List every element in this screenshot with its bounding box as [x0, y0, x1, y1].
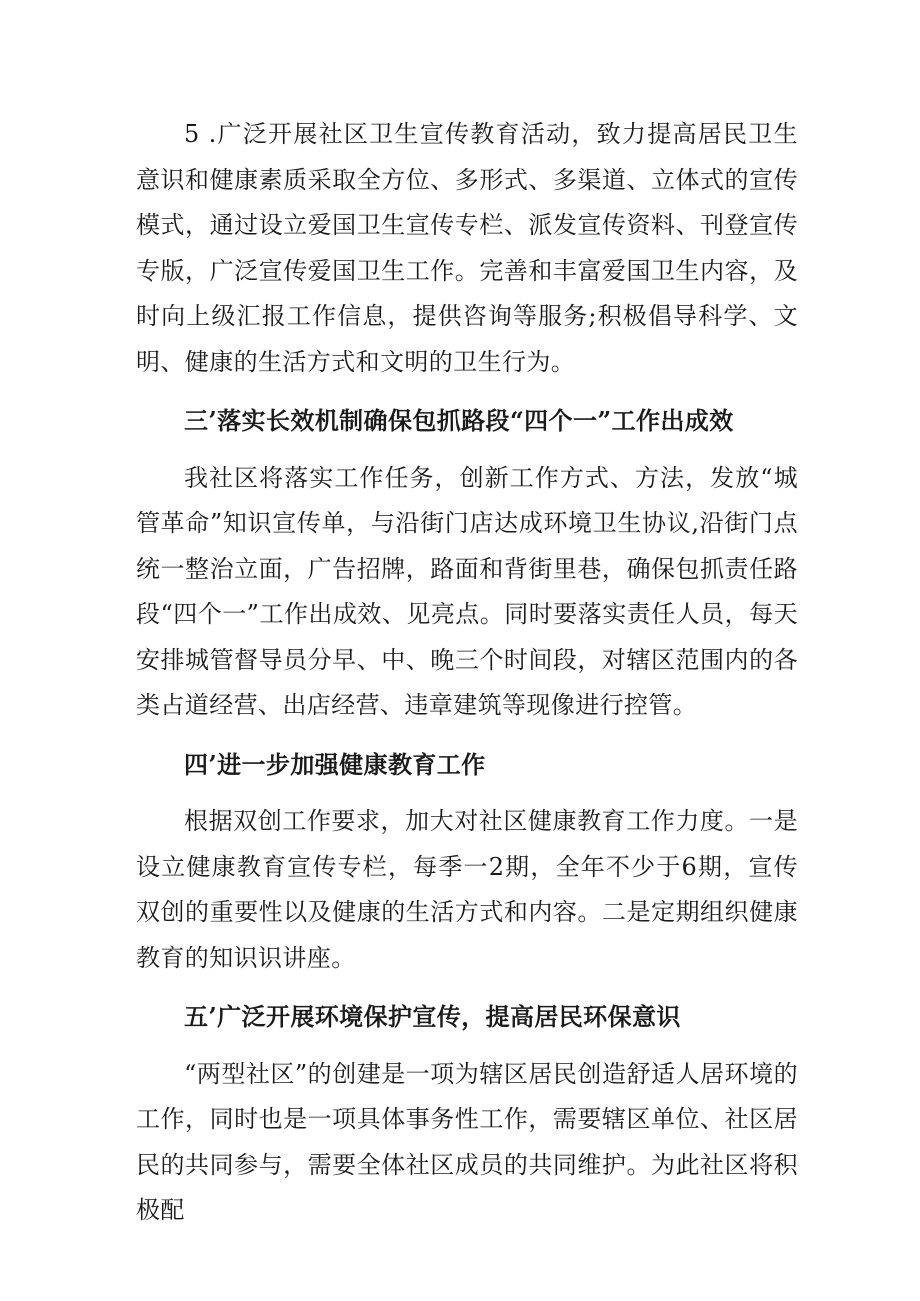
section-heading-three: 三’落实长效机制确保包抓路段“四个一”工作出成效: [184, 406, 734, 435]
paragraph-hygiene-education: 5 .广泛开展社区卫生宣传教育活动，致力提高居民卫生意识和健康素质采取全方位、多形式、多渠道、立体式的宣传模式，通过设立爱国卫生宣传专栏、派发宣传资料、刊登宣传专版，广泛宣传爱国卫生工作。完善和丰富爱国卫生内容，及时向上级汇报工作信息，提供咨询等服务;积极倡导科学、文明、健康的生活方式和文明的卫生行为。: [136, 120, 798, 376]
paragraph-health-education: 根据双创工作要求，加大对社区健康教育工作力度。一是设立健康教育宣传专栏，每季一2期，全年不少于6期，宣传双创的重要性以及健康的生活方式和内容。二是定期组织健康教育的知识识讲座。: [136, 807, 798, 972]
paragraph-road-management: 我社区将落实工作任务，创新工作方式、方法，发放“城管革命”知识宣传单，与沿街门店达成环境卫生协议,沿街门点统一整治立面，广告招牌，路面和背街里巷，确保包抓责任路段“四个一”工作出成效、见亮点。同时要落实责任人员，每天安排城管督导员分早、中、晚三个时间段，对辖区范围内的各类占道经营、出店经营、违章建筑等现像进行控管。: [136, 463, 798, 719]
section-heading-five: 五’广泛开展环境保护宣传，提高居民环保意识: [184, 1002, 681, 1031]
paragraph-two-type-community: “两型社区”的创建是一项为辖区居民创造舒适人居环境的工作，同时也是一项具体事务性工作，需要辖区单位、社区居民的共同参与，需要全体社区成员的共同维护。为此社区将积极配: [136, 1059, 798, 1224]
document-body: [136, 112, 798, 1234]
section-heading-four: 四’进一步加强健康教育工作: [184, 749, 486, 779]
